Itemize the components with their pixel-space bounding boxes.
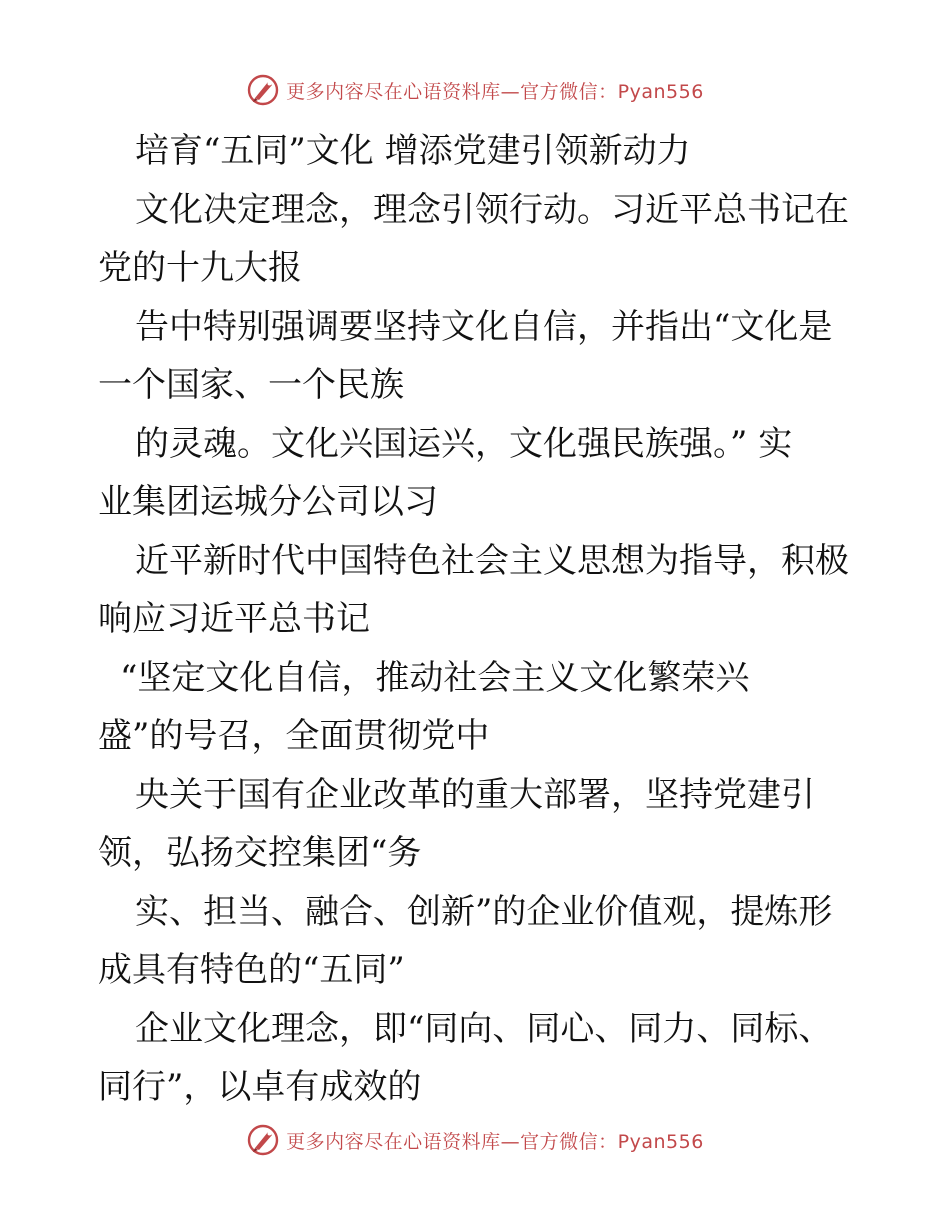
paragraph-line: “坚定文化自信，推动社会主义文化繁荣兴 [120,657,750,698]
paragraph-line: 文化决定理念，理念引领行动。习近平总书记在 [135,189,849,230]
paragraph-line: 业集团运城分公司以习 [98,482,438,522]
document-body [98,122,858,1117]
footer-banner [0,1120,950,1160]
quill-pen-logo-icon [246,73,280,107]
paragraph-line: 实、担当、融合、创新”的企业价值观，提炼形 [135,891,833,932]
paragraph-line: 党的十九大报 [98,248,302,288]
paragraph-line: 央关于国有企业改革的重大部署，坚持党建引 [135,774,815,815]
paragraph-line: 响应习近平总书记 [98,599,370,639]
paragraph-line: 的灵魂。文化兴国运兴，文化强民族强。” 实 [135,423,793,464]
paragraph-line: 近平新时代中国特色社会主义思想为指导，积极 [135,540,849,581]
paragraph-line: 同行”，以卓有成效的 [98,1067,422,1107]
paragraph-line: 告中特别强调要坚持文化自信，并指出“文化是 [135,306,833,347]
header-banner-text: 更多内容尽在心语资料库—官方微信：Pyan556 [286,80,704,103]
paragraph-line: 一个国家、一个民族 [98,365,404,405]
paragraph-line: 盛”的号召，全面贯彻党中 [98,716,490,756]
header-banner [0,70,950,110]
quill-pen-logo-icon [246,1123,280,1157]
paragraph-line: 领，弘扬交控集团“务 [98,833,422,873]
footer-banner-text: 更多内容尽在心语资料库—官方微信：Pyan556 [286,1130,704,1153]
paragraph-line: 成具有特色的“五同” [98,950,405,990]
paragraph-line: 企业文化理念，即“同向、同心、同力、同标、 [135,1008,833,1049]
document-title: 培育“五同”文化 增添党建引领新动力 [135,131,691,171]
